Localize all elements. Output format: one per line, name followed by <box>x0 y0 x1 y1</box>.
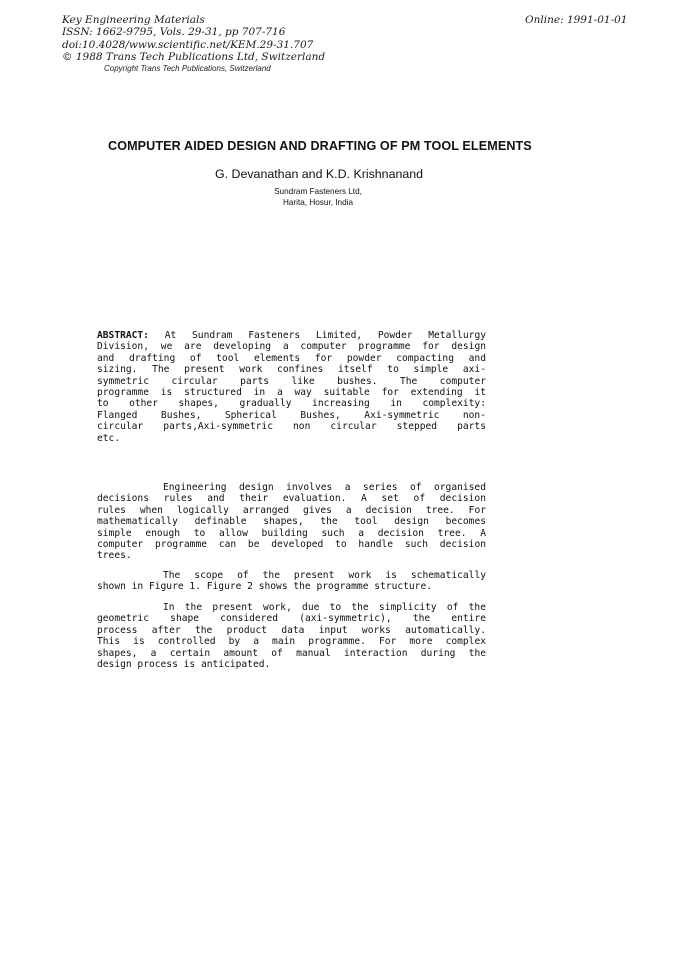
paragraph-line: Engineering design involves a series of organised <box>163 482 486 493</box>
abstract-line: and drafting of tool elements for powder compacting and <box>97 352 486 364</box>
abstract-line: circular parts,Axi-symmetric non circular stepped parts <box>97 421 486 433</box>
paragraph-line: mathematically definable shapes, the tool design becomes <box>97 516 486 528</box>
issn-line: ISSN: 1662-9795, Vols. 29-31, pp 707-716 <box>62 26 286 39</box>
paper-authors: G. Devanathan and K.D. Krishnanand <box>215 167 424 181</box>
affiliation <box>248 186 388 208</box>
publication-metadata <box>62 14 325 64</box>
doi-line: doi:10.4028/www.scientific.net/KEM.29-31.707 <box>62 38 314 51</box>
abstract-line: symmetric circular parts like bushes. The computer <box>97 375 486 387</box>
paragraph-line: simple enough to allow building such a decision tree. A <box>97 527 486 539</box>
paragraph-line: process after the product data input works automatically. <box>97 624 486 636</box>
paragraph-line: trees. <box>97 550 132 562</box>
paragraph-line: computer programme can be developed to handle such decision <box>97 539 486 551</box>
paragraph-line: The scope of the present work is schematically <box>163 570 486 581</box>
online-date: Online: 1991-01-01 <box>525 14 628 26</box>
abstract-line: to other shapes, gradually increasing in complexity: <box>97 398 486 410</box>
affiliation-line-1: Sundram Fasteners Ltd, <box>274 187 362 196</box>
paragraph-line: In the present work, due to the simplicity of the <box>163 602 486 613</box>
copyright-stamp: Copyright Trans Tech Publications, Switzerland <box>104 64 271 73</box>
paragraph-line: This is controlled by a main programme. For more complex <box>97 636 486 648</box>
affiliation-line-2: Harita, Hosur, India <box>282 198 354 207</box>
paragraph-line: decisions rules and their evaluation. A set of decision <box>97 493 486 505</box>
abstract-line: Division, we are developing a computer programme for design <box>97 341 486 353</box>
paper-title: COMPUTER AIDED DESIGN AND DRAFTING OF PM TOOL ELEMENTS <box>108 139 532 153</box>
paragraph-line: shown in Figure 1. Figure 2 shows the programme structure. <box>97 581 433 593</box>
paragraph-line: geometric shape considered (axi-symmetric), the entire <box>97 613 486 625</box>
paragraph-line: design process is anticipated. <box>97 659 271 671</box>
abstract-line: ABSTRACT: At Sundram Fasteners Limited, Powder Metallurgy <box>97 330 487 341</box>
abstract <box>97 330 486 444</box>
copyright-line: © 1988 Trans Tech Publications Ltd, Switzerland <box>62 51 326 64</box>
journal-name: Key Engineering Materials <box>62 14 205 26</box>
abstract-line: etc. <box>97 432 121 444</box>
abstract-line: programme is structured in a way suitable for extending it <box>97 387 486 399</box>
body-paragraph-1 <box>97 482 486 562</box>
paragraph-line: rules when logically arranged gives a decision tree. For <box>97 504 486 516</box>
abstract-line: Flanged Bushes, Spherical Bushes, Axi-symmetric non- <box>97 409 486 421</box>
body-paragraph-3 <box>97 602 486 670</box>
abstract-line: sizing. The present work confines itself to simple axi- <box>97 364 486 376</box>
body-paragraph-2 <box>97 570 486 593</box>
paragraph-line: shapes, a certain amount of manual interaction during the <box>97 647 486 659</box>
abstract-label: ABSTRACT: <box>97 330 149 341</box>
